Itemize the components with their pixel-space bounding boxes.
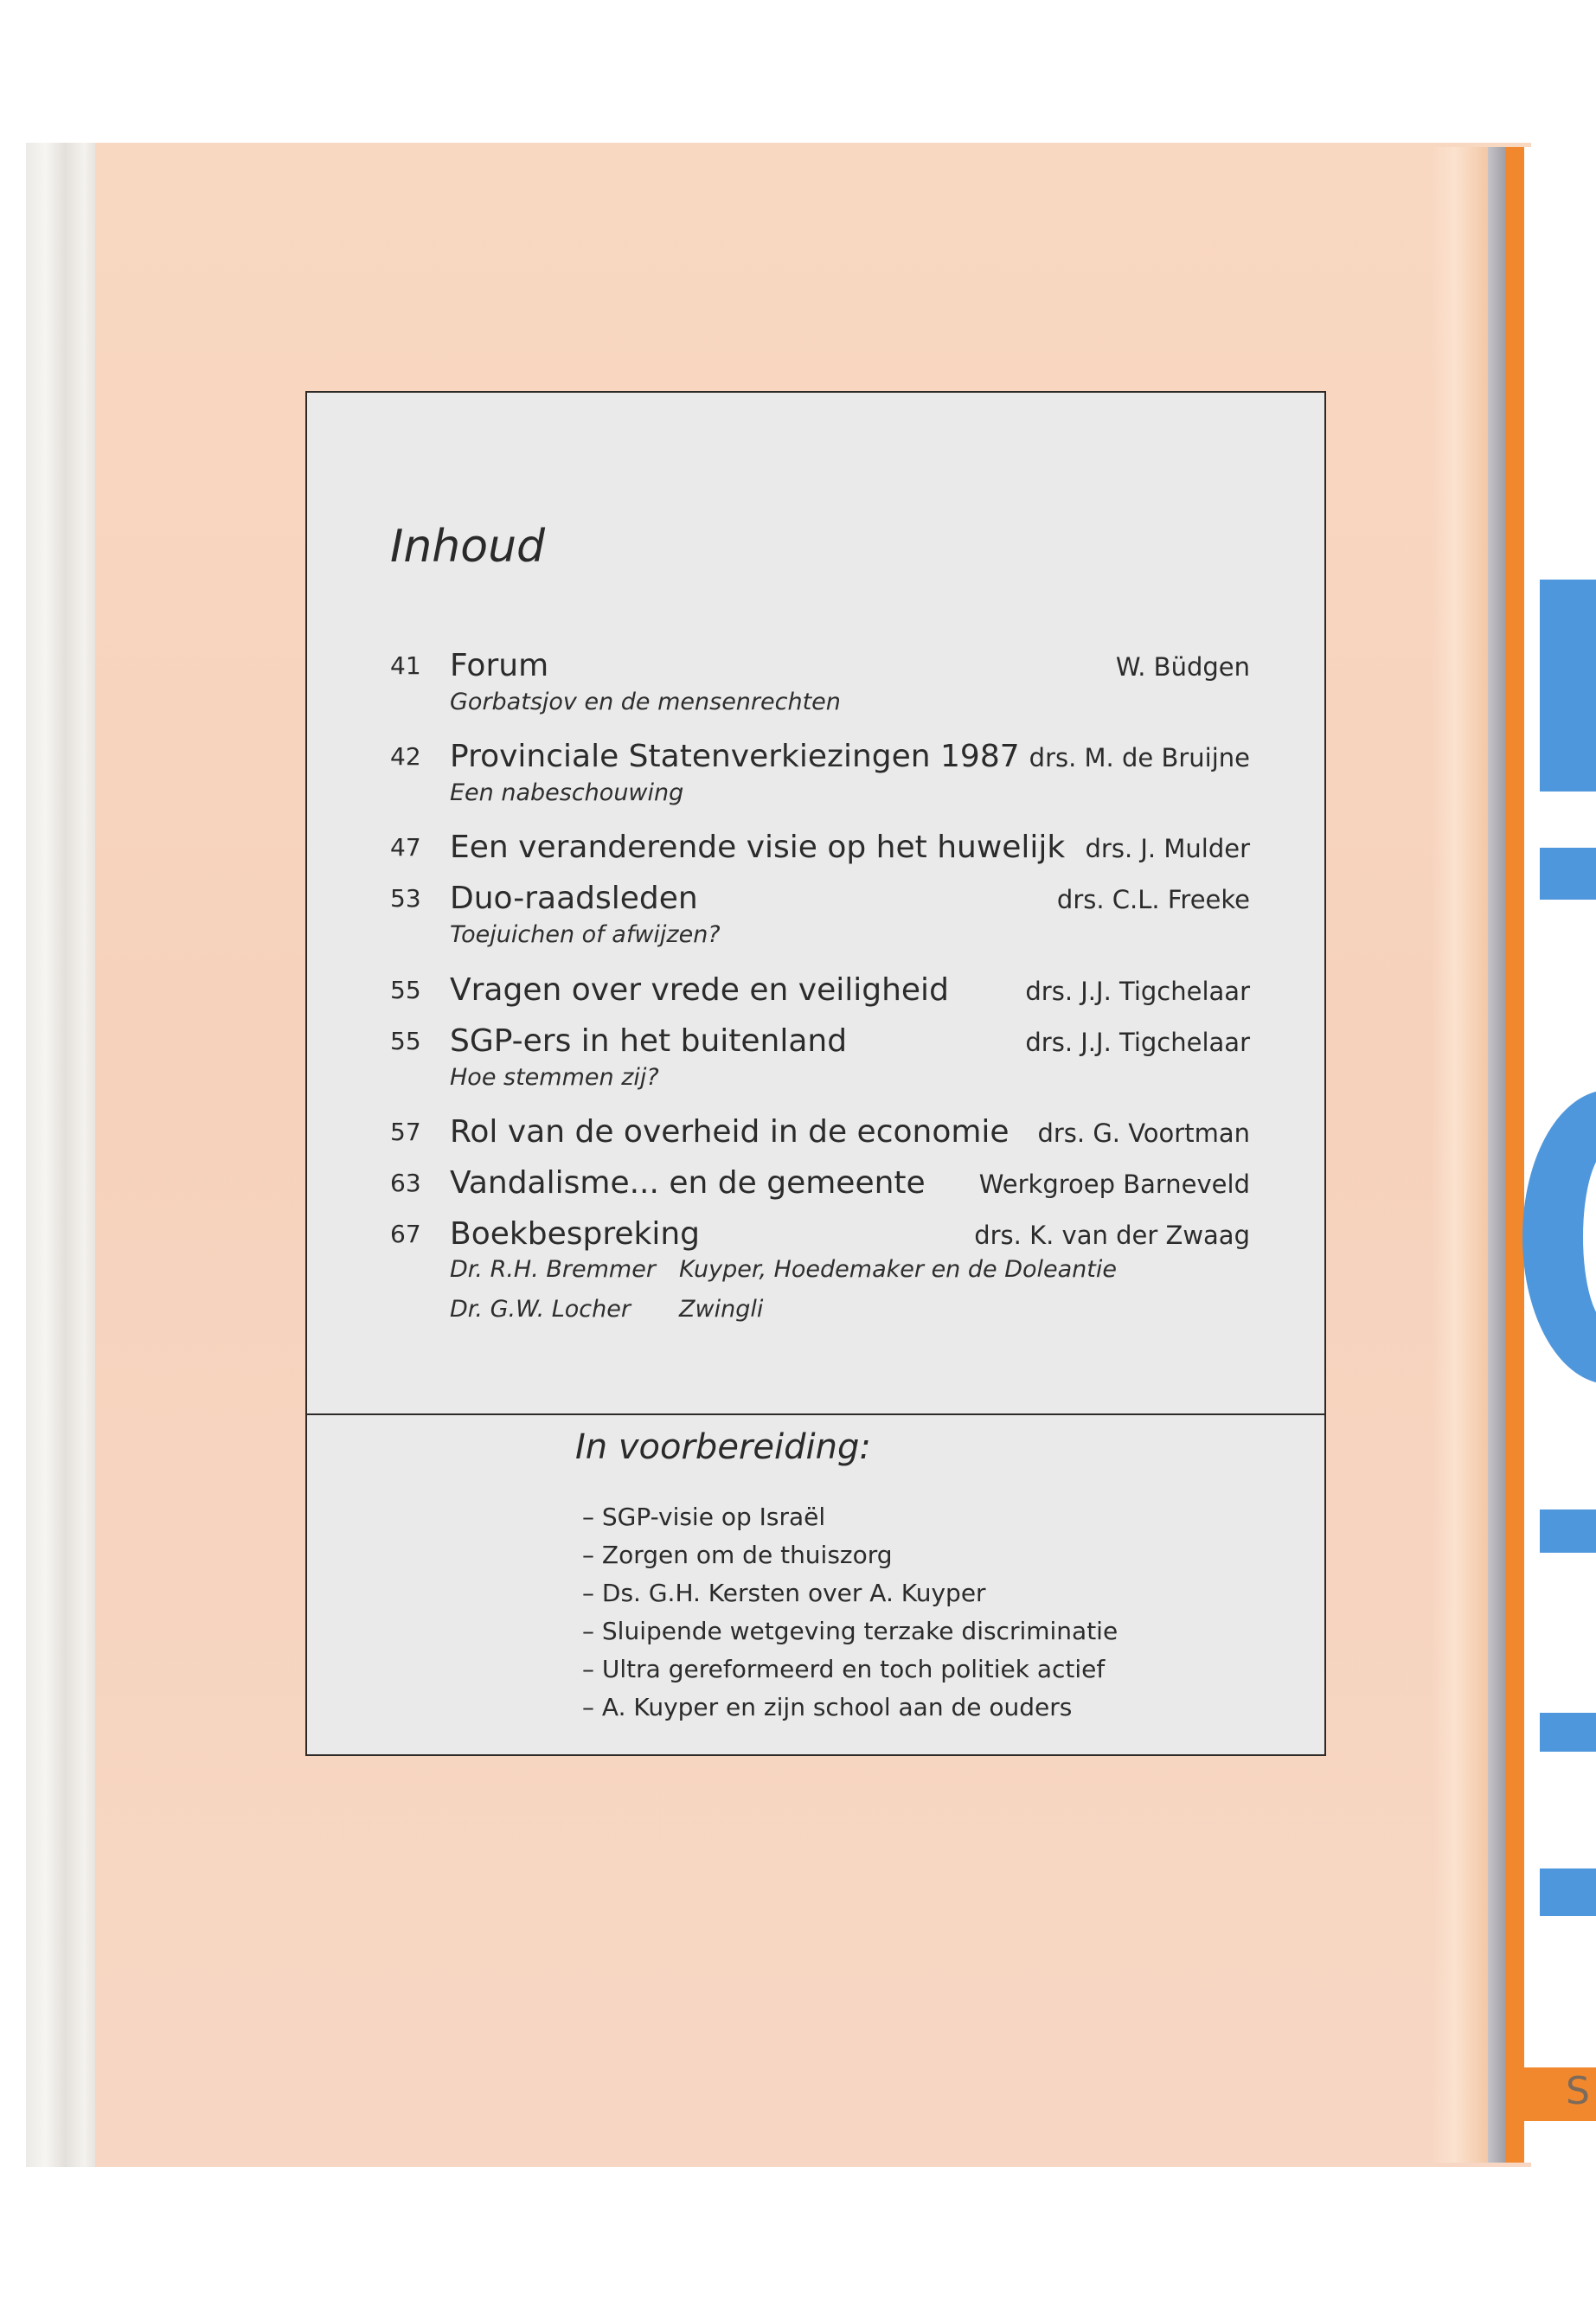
entry-author: W. Büdgen — [1115, 652, 1250, 682]
page-edges — [26, 143, 104, 2167]
entry-subtitle: Hoe stemmen zij? — [450, 1064, 659, 1091]
cover-blue-block — [1540, 848, 1596, 900]
entry-title: SGP-ers in het buitenland — [450, 1023, 848, 1059]
preparation-item: – Ds. G.H. Kersten over A. Kuyper — [582, 1579, 986, 1607]
entry-page-number: 41 — [390, 651, 421, 680]
entry-author: drs. J.J. Tigchelaar — [1025, 977, 1250, 1006]
entry-author: drs. C.L. Freeke — [1056, 885, 1250, 914]
book-title: Zwingli — [679, 1296, 764, 1323]
entry-title: Provinciale Statenverkiezingen 1987 — [450, 739, 1020, 774]
toc-entry[interactable] — [307, 1159, 1328, 1202]
entry-title: Boekbespreking — [450, 1216, 701, 1252]
book-title: Kuyper, Hoedemaker en de Doleantie — [679, 1256, 1117, 1283]
entry-title: Rol van de overheid in de economie — [450, 1114, 1010, 1150]
entry-page-number: 55 — [390, 976, 421, 1004]
entry-author: drs. K. van der Zwaag — [974, 1221, 1250, 1250]
toc-entry[interactable] — [307, 1017, 1328, 1061]
entry-subtitle: Gorbatsjov en de mensenrechten — [450, 689, 841, 715]
entry-title: Een veranderende visie op het huwelijk — [450, 830, 1066, 865]
entry-page-number: 42 — [390, 742, 421, 771]
toc-entry[interactable] — [307, 1108, 1328, 1151]
toc-entry[interactable] — [307, 733, 1328, 776]
magazine-cover-edge — [1505, 147, 1596, 2163]
entry-author: drs. J.J. Tigchelaar — [1025, 1028, 1250, 1057]
book-author: Dr. R.H. Bremmer — [450, 1256, 656, 1283]
cover-letter: S — [1566, 2069, 1590, 2113]
entry-subtitle: Een nabeschouwing — [450, 779, 684, 806]
book-author: Dr. G.W. Locher — [450, 1296, 631, 1323]
entry-page-number: 63 — [390, 1169, 421, 1197]
entry-title: Duo-raadsleden — [450, 881, 698, 916]
preparation-item: – SGP-visie op Israël — [582, 1503, 826, 1531]
toc-heading: Inhoud — [390, 521, 546, 573]
cover-blue-block — [1540, 580, 1596, 792]
entry-title: Vandalisme... en de gemeente — [450, 1165, 926, 1201]
entry-author: Werkgroep Barneveld — [978, 1170, 1250, 1199]
toc-entry[interactable] — [307, 642, 1328, 685]
entry-page-number: 53 — [390, 884, 421, 913]
cover-blue-block — [1540, 1868, 1596, 1916]
toc-entry[interactable] — [307, 966, 1328, 1009]
cover-blue-block — [1540, 1713, 1596, 1752]
toc-entry[interactable] — [307, 1210, 1328, 1253]
cover-blue-block — [1540, 1509, 1596, 1553]
entry-title: Vragen over vrede en veiligheid — [450, 972, 949, 1008]
entry-author: drs. J. Mulder — [1085, 834, 1250, 863]
toc-entry[interactable] — [307, 875, 1328, 918]
entry-page-number: 47 — [390, 833, 421, 862]
preparation-item: – Ultra gereformeerd en toch politiek actief — [582, 1655, 1106, 1683]
entry-subtitle: Toejuichen of afwijzen? — [450, 921, 721, 948]
section-divider — [307, 1413, 1324, 1415]
entry-page-number: 67 — [390, 1220, 421, 1248]
entry-author: drs. G. Voortman — [1037, 1118, 1250, 1148]
entry-page-number: 57 — [390, 1118, 421, 1146]
preparation-item: – Sluipende wetgeving terzake discriminatie — [582, 1617, 1118, 1645]
preparation-item: – A. Kuyper en zijn school aan de ouders — [582, 1693, 1073, 1721]
preparation-item: – Zorgen om de thuiszorg — [582, 1541, 893, 1569]
preparation-heading: In voorbereiding: — [575, 1427, 871, 1467]
entry-title: Forum — [450, 648, 549, 683]
entry-author: drs. M. de Bruijne — [1029, 743, 1250, 772]
contents-box — [305, 391, 1326, 1756]
entry-page-number: 55 — [390, 1027, 421, 1055]
preparation-list — [582, 1498, 1118, 1727]
toc-entry[interactable] — [307, 824, 1328, 867]
